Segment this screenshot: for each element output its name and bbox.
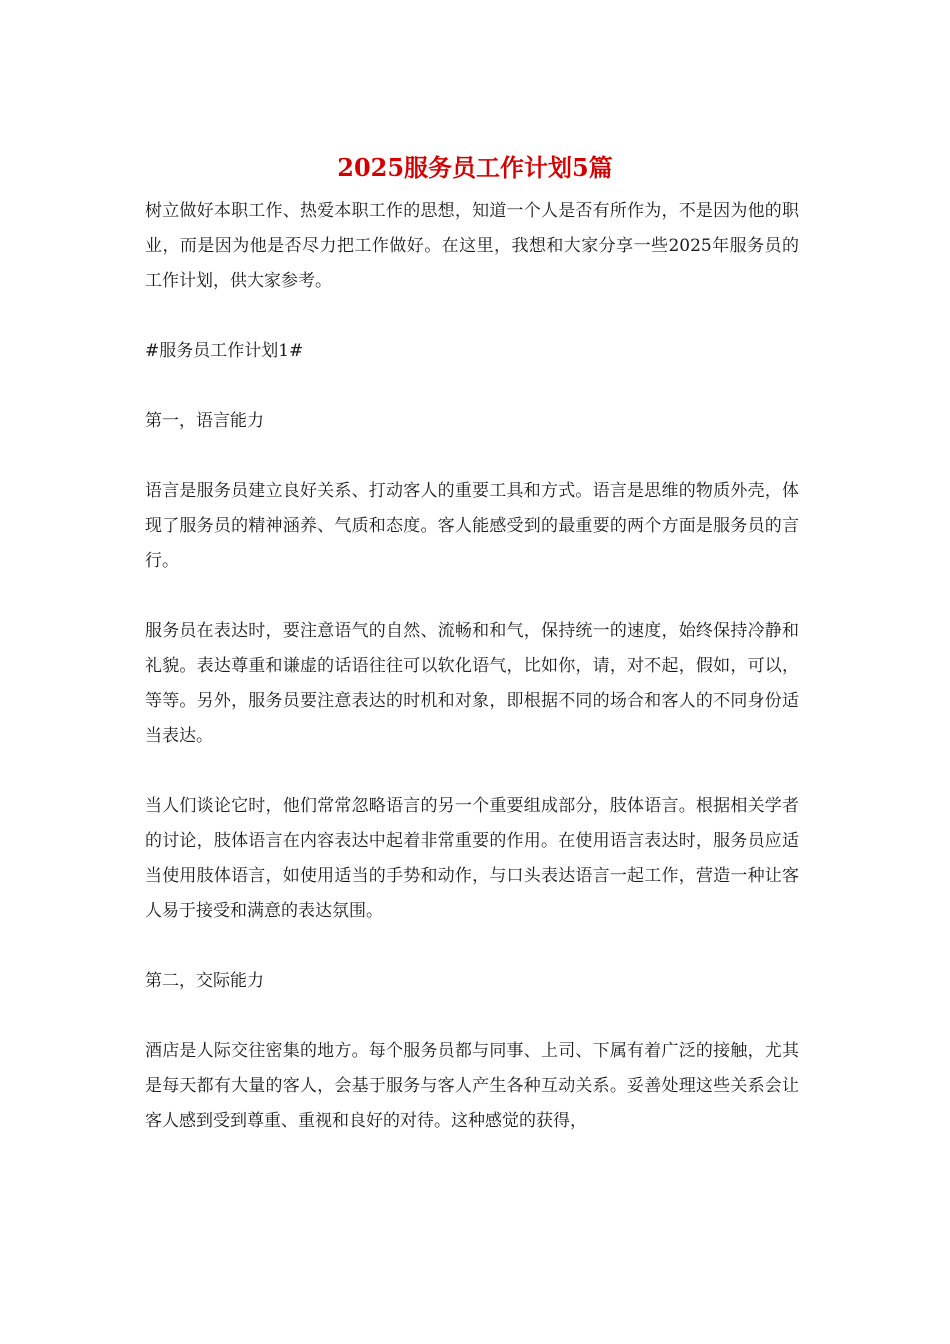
section-heading-plan-1: #服务员工作计划1# xyxy=(145,341,304,361)
document-body xyxy=(145,194,799,1174)
paragraph: 语言是服务员建立良好关系、打动客人的重要工具和方式。语言是思维的物质外壳，体现了服务员的精神涵养、气质和态度。客人能感受到的最重要的两个方面是服务员的言行。 xyxy=(145,481,799,571)
paragraph: 当人们谈论它时，他们常常忽略语言的另一个重要组成部分，肢体语言。根据相关学者的讨论，肢体语言在内容表达中起着非常重要的作用。在使用语言表达时，服务员应适当使用肢体语言，如使用适当的手势和动作，与口头表达语言一起工作，营造一种让客人易于接受和满意的表达氛围。 xyxy=(145,796,799,921)
subheading-communication-ability: 第二，交际能力 xyxy=(145,971,264,991)
document-title: 2025服务员工作计划5篇 xyxy=(337,153,613,182)
subheading-language-ability: 第一，语言能力 xyxy=(145,411,264,431)
paragraph: 酒店是人际交往密集的地方。每个服务员都与同事、上司、下属有着广泛的接触，尤其是每天都有大量的客人，会基于服务与客人产生各种互动关系。妥善处理这些关系会让客人感到受到尊重、重视和良好的对待。这种感觉的获得， xyxy=(145,1041,799,1131)
paragraph: 服务员在表达时，要注意语气的自然、流畅和和气，保持统一的速度，始终保持冷静和礼貌。表达尊重和谦虚的话语往往可以软化语气，比如你，请，对不起，假如，可以，等等。另外，服务员要注意表达的时机和对象，即根据不同的场合和客人的不同身份适当表达。 xyxy=(145,621,799,746)
intro-paragraph: 树立做好本职工作、热爱本职工作的思想，知道一个人是否有所作为，不是因为他的职业，而是因为他是否尽力把工作做好。在这里，我想和大家分享一些2025年服务员的工作计划，供大家参考。 xyxy=(145,201,799,291)
